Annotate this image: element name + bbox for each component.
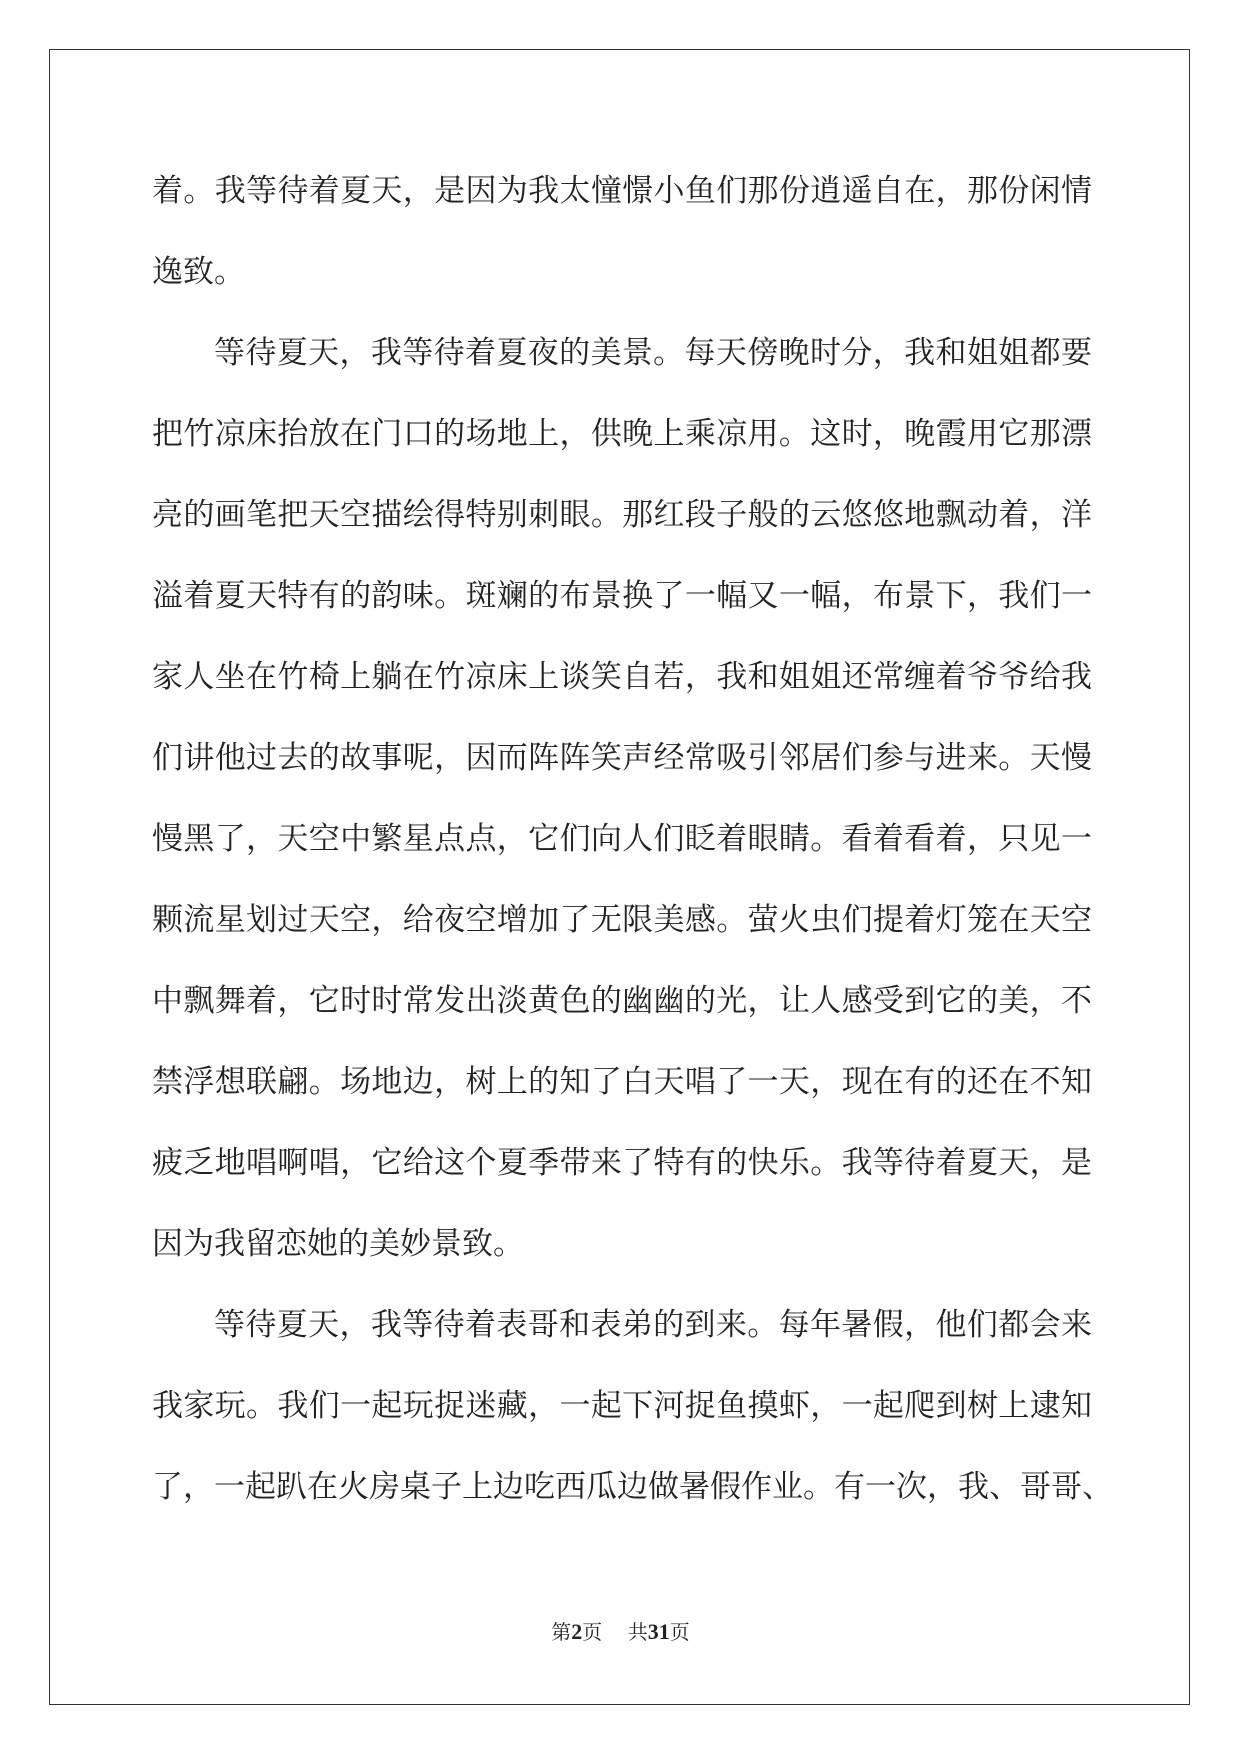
page-current: 2 (571, 1619, 583, 1644)
text-line: 把竹凉床抬放在门口的场地上，供晚上乘凉用。这时，晚霞用它那漂 (152, 416, 1092, 452)
total-prefix: 共 (627, 1620, 648, 1644)
page-total: 31 (647, 1619, 670, 1644)
text-line: 着。我等待着夏天，是因为我太憧憬小鱼们那份逍遥自在，那份闲情 (152, 173, 1092, 209)
text-line: 等待夏天，我等待着夏夜的美景。每天傍晚时分，我和姐姐都要 (214, 335, 1092, 371)
page-prefix: 第 (551, 1620, 572, 1644)
page-suffix: 页 (582, 1620, 603, 1644)
text-line: 等待夏天，我等待着表哥和表弟的到来。每年暑假，他们都会来 (214, 1307, 1092, 1343)
text-line: 疲乏地唱啊唱，它给这个夏季带来了特有的快乐。我等待着夏天，是 (152, 1145, 1092, 1181)
text-line: 因为我留恋她的美妙景致。 (152, 1226, 524, 1262)
text-line: 亮的画笔把天空描绘得特别刺眼。那红段子般的云悠悠地飘动着，洋 (152, 497, 1092, 533)
text-line: 逸致。 (152, 254, 245, 290)
text-line: 溢着夏天特有的韵味。斑斓的布景换了一幅又一幅，布景下，我们一 (152, 578, 1092, 614)
text-line: 我家玩。我们一起玩捉迷藏，一起下河捉鱼摸虾，一起爬到树上逮知 (152, 1388, 1092, 1424)
text-line: 中飘舞着，它时时常发出淡黄色的幽幽的光，让人感受到它的美，不 (152, 983, 1092, 1019)
total-suffix: 页 (669, 1620, 690, 1644)
text-line: 慢黑了，天空中繁星点点，它们向人们眨着眼睛。看着看着，只见一 (152, 821, 1092, 857)
text-line: 家人坐在竹椅上躺在竹凉床上谈笑自若，我和姐姐还常缠着爷爷给我 (152, 659, 1092, 695)
text-line: 们讲他过去的故事呢，因而阵阵笑声经常吸引邻居们参与进来。天慢 (152, 740, 1092, 776)
text-line: 了，一起趴在火房桌子上边吃西瓜边做暑假作业。有一次，我、哥哥、 (152, 1469, 1113, 1505)
body-text (152, 168, 1113, 1545)
page-number (0, 1616, 1241, 1645)
text-line: 禁浮想联翩。场地边，树上的知了白天唱了一天，现在有的还在不知 (152, 1064, 1092, 1100)
text-line: 颗流星划过天空，给夜空增加了无限美感。萤火虫们提着灯笼在天空 (152, 902, 1092, 938)
